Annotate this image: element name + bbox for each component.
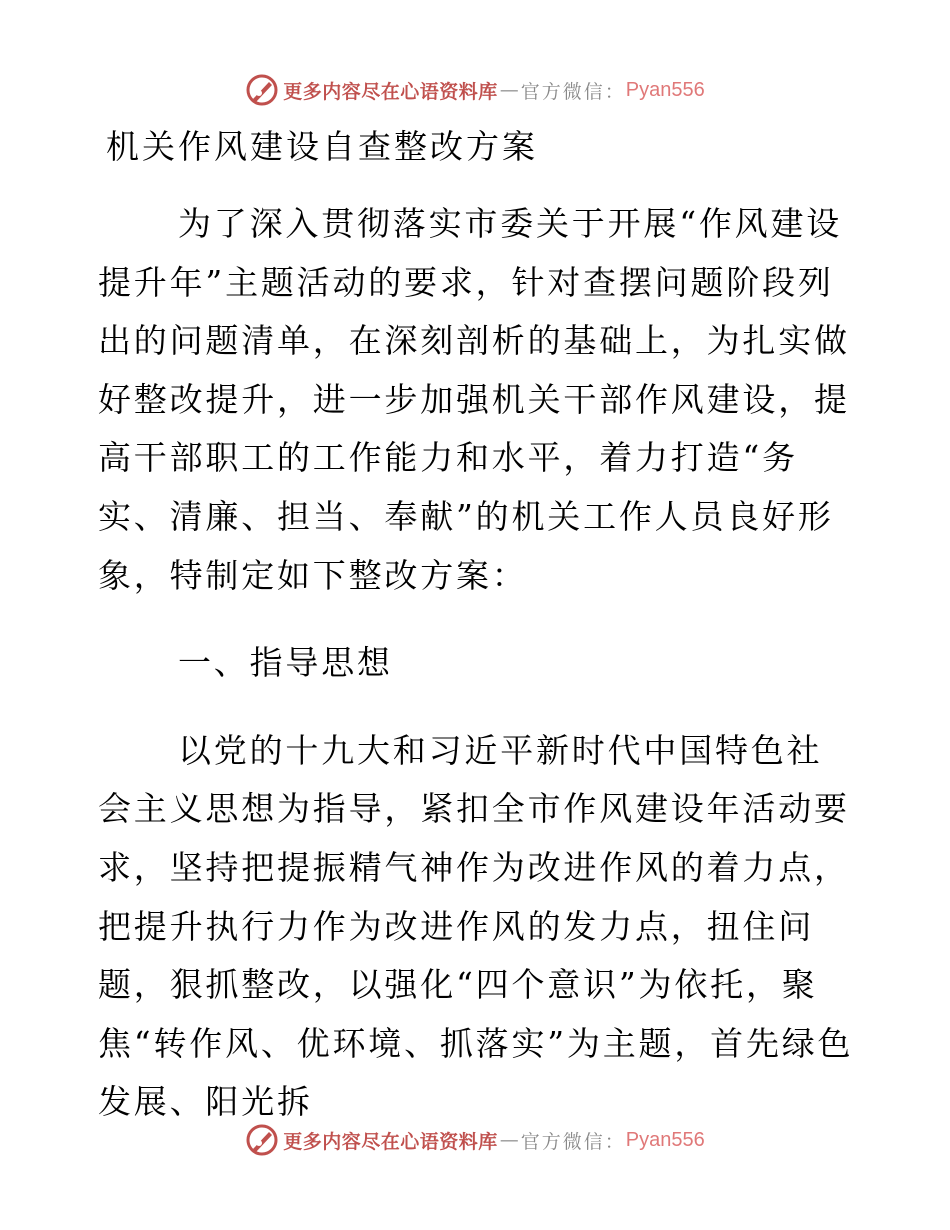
header-banner [0, 70, 950, 110]
section-heading-guiding-thought: 一、指导思想 [178, 643, 393, 683]
banner-wechat-label: 官方微信： [520, 1130, 626, 1153]
banner-main-text: 更多内容尽在心语资料库 [283, 1130, 498, 1153]
section-paragraph-guiding-thought: 以党的十九大和习近平新时代中国特色社会主义思想为指导，紧扣全市作风建设年活动要求，坚持把提振精气神作为改进作风的着力点，把提升执行力作为改进作风的发力点，扭住问题，狠抓整改，以强化“四个意识”为依托，聚焦“转作风、优环境、抓落实”为主题，首先绿色发展、阳光拆 [98, 730, 854, 1122]
document-body [98, 195, 854, 1132]
pen-logo-icon [245, 73, 279, 107]
pen-logo-icon [245, 1123, 279, 1157]
banner-dash: — [499, 1129, 519, 1151]
banner-dash: — [499, 79, 519, 101]
footer-banner [0, 1120, 950, 1160]
document-title: 机关作风建设自查整改方案 [106, 127, 538, 166]
banner-wechat-id: Pyan556 [625, 1128, 705, 1151]
banner-wechat-label: 官方微信： [520, 80, 626, 103]
intro-paragraph: 为了深入贯彻落实市委关于开展“作风建设提升年”主题活动的要求，针对查摆问题阶段列出的问题清单，在深刻剖析的基础上，为扎实做好整改提升，进一步加强机关干部作风建设，提高干部职工的工作能力和水平，着力打造“务实、清廉、担当、奉献”的机关工作人员良好形象，特制定如下整改方案： [98, 204, 850, 595]
banner-wechat-id: Pyan556 [625, 78, 705, 101]
banner-main-text: 更多内容尽在心语资料库 [283, 80, 498, 103]
